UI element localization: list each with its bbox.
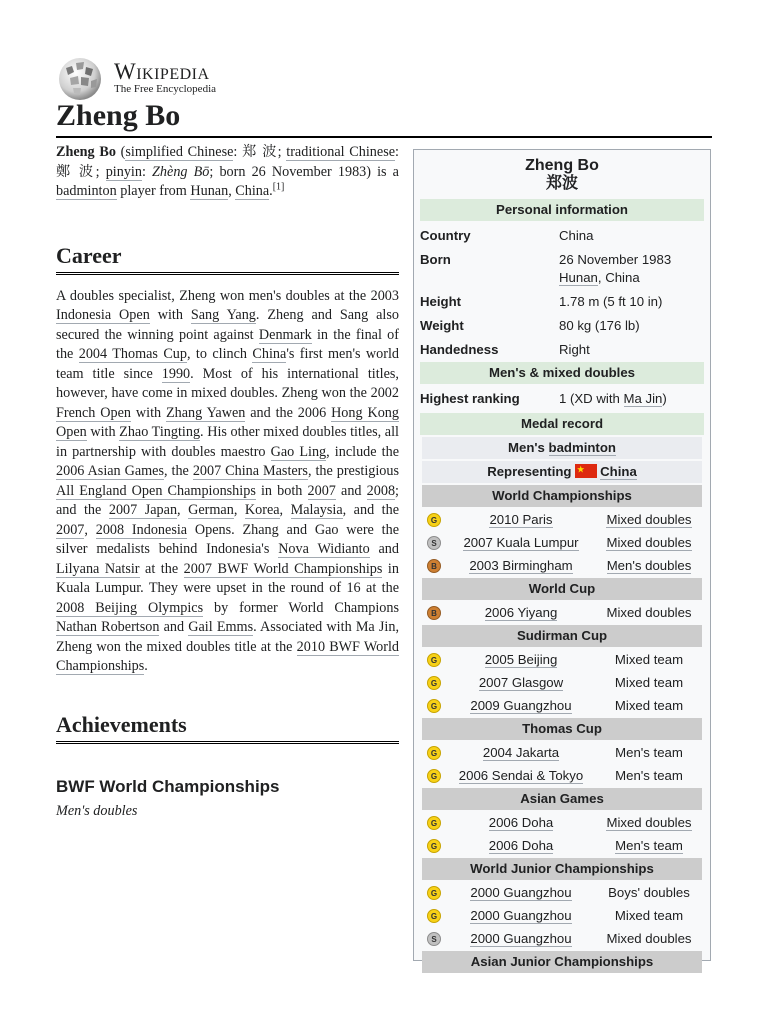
link[interactable]: Nova Widianto bbox=[278, 541, 370, 557]
silver-medal-icon: S bbox=[427, 932, 441, 946]
medal-event bbox=[596, 884, 702, 902]
link[interactable]: Denmark bbox=[258, 326, 312, 343]
link[interactable]: Malaysia bbox=[290, 502, 343, 518]
medal-event-link[interactable]: Mixed doubles bbox=[606, 814, 692, 830]
medal-place bbox=[446, 604, 596, 622]
medal-icon-cell bbox=[422, 606, 446, 620]
height-row bbox=[414, 290, 710, 314]
medal-row bbox=[422, 532, 702, 553]
medal-place bbox=[446, 511, 596, 529]
ranking-row bbox=[414, 387, 710, 411]
traditional-name: 鄭 波 bbox=[56, 163, 96, 180]
medal-event bbox=[596, 604, 702, 622]
bronze-medal-icon: B bbox=[427, 559, 441, 573]
ma-jin-link[interactable]: Ma Jin bbox=[623, 391, 663, 406]
medal-group-header: World Championships bbox=[422, 485, 702, 507]
medal-place bbox=[446, 557, 596, 575]
link[interactable]: Korea bbox=[244, 502, 280, 518]
born-value bbox=[559, 251, 704, 287]
weight-row bbox=[414, 314, 710, 338]
handedness-row bbox=[414, 338, 710, 362]
link[interactable]: Hong Kong Open bbox=[56, 404, 399, 440]
career-paragraph: A doubles specialist, Zheng won men's doubles at the 2003 Indonesia Open with Sang Yang. Zheng and Sang also secured the winning point against Denmark in the final of the 2004 Thomas Cup, to clinch China's first men's world team title since 1990. Most of his international titles, however, have come in mixed doubles. Zheng won the 2002 French Open with Zhang Yawen and the 2006 Hong Kong Open with Zhao Tingting. His other mixed doubles titles, all in partnership with doubles maestro Gao Ling, include the 2006 Asian Games, the 2007 China Masters, the prestigious All England Open Championships in both 2007 and 2008; and the 2007 Japan, German, Korea, Malaysia, and the 2007, 2008 Indonesia Opens. Zhang and Gao were the silver medalists behind Indonesia's Nova Widianto and Lilyana Natsir at the 2007 BWF World Championships in Kuala Lumpur. They were upset in the round of 16 at the 2008 Beijing Olympics by former World Champions Nathan Robertson and Gail Emms. Associated with Ma Jin, Zheng won the mixed doubles title at the 2010 BWF World Championships. bbox=[56, 287, 400, 674]
infobox bbox=[413, 149, 711, 969]
medal-event-text: Men's team bbox=[615, 767, 683, 783]
medal-event-text: Mixed team bbox=[614, 674, 684, 690]
wikipedia-logo[interactable] bbox=[56, 54, 216, 102]
wikipedia-wordmark: Wikipedia bbox=[114, 58, 210, 84]
medal-place-link[interactable]: 2009 Guangzhou bbox=[470, 697, 572, 713]
link[interactable]: Gail Emms bbox=[188, 619, 254, 635]
link[interactable]: 2010 BWF World Championships bbox=[56, 638, 399, 674]
medal-icon-cell bbox=[422, 699, 446, 713]
bwf-heading: BWF World Championships bbox=[56, 776, 280, 796]
medal-icon-cell bbox=[422, 746, 446, 760]
link[interactable]: China bbox=[252, 346, 287, 362]
mens-badminton-header bbox=[422, 437, 702, 459]
medal-event-text: Mixed team bbox=[614, 907, 684, 923]
handedness-value: Right bbox=[559, 342, 590, 357]
medal-group-header: World Cup bbox=[422, 578, 702, 600]
china-flag-icon bbox=[575, 464, 597, 478]
medal-icon-cell bbox=[422, 536, 446, 550]
medal-event bbox=[596, 767, 702, 785]
hunan-link[interactable]: Hunan bbox=[190, 183, 229, 199]
link[interactable]: 2007 China Masters bbox=[192, 463, 308, 479]
medal-icon-cell bbox=[422, 932, 446, 946]
medal-event bbox=[596, 557, 702, 575]
medal-place-link[interactable]: 2000 Guangzhou bbox=[470, 930, 572, 946]
medal-event bbox=[596, 837, 702, 855]
medal-row bbox=[422, 835, 702, 856]
medal-place bbox=[446, 837, 596, 855]
medal-event bbox=[596, 534, 702, 552]
medal-place bbox=[446, 697, 596, 715]
representing-header bbox=[422, 461, 702, 483]
medal-icon-cell bbox=[422, 886, 446, 900]
medal-place bbox=[446, 884, 596, 902]
medal-icon-cell bbox=[422, 653, 446, 667]
medal-place bbox=[446, 814, 596, 832]
medal-place bbox=[446, 744, 596, 762]
country-value: China bbox=[559, 228, 594, 243]
ranking-label: Highest ranking bbox=[420, 391, 520, 406]
mens-mixed-header: Men's & mixed doubles bbox=[420, 362, 704, 384]
medal-place-link[interactable]: 2007 Glasgow bbox=[478, 674, 564, 690]
wikipedia-tagline: The Free Encyclopedia bbox=[114, 82, 217, 95]
medal-event-text: Men's team bbox=[615, 744, 683, 760]
medal-event bbox=[596, 930, 702, 948]
link[interactable]: 2007 bbox=[56, 521, 85, 538]
country-row bbox=[414, 224, 710, 248]
medal-record-header: Medal record bbox=[420, 413, 704, 435]
medal-icon-cell bbox=[422, 769, 446, 783]
medal-group-header: Sudirman Cup bbox=[422, 625, 702, 647]
medal-row bbox=[422, 812, 702, 833]
medal-event-text: Mixed team bbox=[614, 651, 684, 667]
link[interactable]: 2008 bbox=[366, 482, 396, 499]
player-from-text: player from bbox=[116, 183, 191, 199]
reference-link[interactable]: [1] bbox=[272, 181, 285, 193]
link[interactable]: German bbox=[188, 502, 234, 518]
born-hunan-link[interactable]: Hunan bbox=[559, 270, 598, 285]
medal-event-link[interactable]: Mixed doubles bbox=[606, 511, 692, 527]
medal-place bbox=[446, 907, 596, 925]
weight-value: 80 kg (176 lb) bbox=[559, 318, 640, 333]
medal-place bbox=[446, 767, 596, 785]
medal-event bbox=[596, 651, 702, 669]
page-title: Zheng Bo bbox=[56, 96, 712, 138]
medal-row bbox=[422, 695, 702, 716]
infobox-name: Zheng Bo bbox=[525, 157, 599, 174]
medal-icon-cell bbox=[422, 559, 446, 573]
medal-place-link[interactable]: 2006 Yiyang bbox=[484, 604, 558, 620]
gold-medal-icon: G bbox=[427, 886, 441, 900]
medal-place bbox=[446, 534, 596, 552]
gold-medal-icon: G bbox=[427, 676, 441, 690]
medal-place bbox=[446, 930, 596, 948]
medal-event-text: Boys' doubles bbox=[608, 884, 690, 900]
infobox-name-chinese: 郑波 bbox=[545, 175, 578, 192]
link[interactable]: 2008 Beijing Olympics bbox=[56, 599, 204, 616]
lead-paragraph: Zheng Bo (simplified Chinese: 郑 波; traditional Chinese: 鄭 波; pinyin: Zhèng Bō; born 26 November 1983) is a badminton player from Hunan, China.[1] bbox=[56, 144, 399, 199]
medal-event-link[interactable]: Men's team bbox=[615, 837, 683, 853]
ranking-close: ) bbox=[662, 391, 667, 406]
medal-row bbox=[422, 555, 702, 576]
representing-label: Representing bbox=[487, 464, 572, 479]
wikipedia-globe-icon bbox=[56, 54, 104, 102]
medal-icon-cell bbox=[422, 513, 446, 527]
medal-event bbox=[596, 744, 702, 762]
born-row bbox=[414, 248, 710, 290]
medal-groups bbox=[422, 485, 702, 973]
pinyin-link[interactable]: pinyin bbox=[105, 163, 142, 180]
medal-place-link[interactable]: 2006 Sendai & Tokyo bbox=[458, 767, 584, 783]
medal-place-link[interactable]: 2010 Paris bbox=[489, 511, 553, 527]
gold-medal-icon: G bbox=[427, 513, 441, 527]
born-text: ; born 26 November 1983) is a bbox=[209, 163, 399, 180]
medal-row bbox=[422, 882, 702, 903]
height-value: 1.78 m (5 ft 10 in) bbox=[559, 294, 663, 309]
born-country: , China bbox=[597, 270, 640, 285]
medal-row bbox=[422, 905, 702, 926]
born-date: 26 November 1983 bbox=[559, 252, 672, 267]
link[interactable]: Lilyana Natsir bbox=[56, 560, 140, 577]
link[interactable]: Sang Yang bbox=[190, 307, 256, 323]
medal-group-header: World Junior Championships bbox=[422, 858, 702, 880]
lead-name: Zheng Bo bbox=[56, 144, 116, 160]
link[interactable]: Indonesia Open bbox=[56, 307, 150, 323]
gold-medal-icon: G bbox=[427, 746, 441, 760]
medal-row bbox=[422, 765, 702, 786]
medal-row bbox=[422, 649, 702, 670]
link[interactable]: Gao Ling bbox=[270, 443, 327, 460]
medal-table bbox=[422, 437, 702, 973]
bronze-medal-icon: B bbox=[427, 606, 441, 620]
medal-row bbox=[422, 602, 702, 623]
traditional-chinese-link[interactable]: traditional Chinese bbox=[286, 144, 396, 160]
link[interactable]: 2007 bbox=[307, 482, 336, 499]
medal-place-link[interactable]: 2000 Guangzhou bbox=[470, 884, 572, 900]
height-label: Height bbox=[420, 294, 462, 309]
badminton-link[interactable]: badminton bbox=[56, 183, 117, 199]
medal-event-text: Mixed team bbox=[614, 697, 684, 713]
simplified-chinese-link[interactable]: simplified Chinese bbox=[125, 144, 234, 160]
silver-medal-icon: S bbox=[427, 536, 441, 550]
gold-medal-icon: G bbox=[427, 816, 441, 830]
link[interactable]: 1990 bbox=[161, 365, 191, 382]
article-body bbox=[56, 141, 399, 821]
ranking-text: 1 (XD with bbox=[559, 391, 624, 406]
career-heading: Career bbox=[56, 242, 399, 275]
link[interactable]: Nathan Robertson bbox=[56, 619, 160, 635]
link[interactable]: Zhao Tingting bbox=[119, 424, 201, 440]
medal-row bbox=[422, 672, 702, 693]
medal-event bbox=[596, 511, 702, 529]
medal-icon-cell bbox=[422, 839, 446, 853]
medal-event-link[interactable]: Men's doubles bbox=[606, 557, 692, 573]
link[interactable]: Zhang Yawen bbox=[166, 404, 246, 421]
medal-event bbox=[596, 814, 702, 832]
medal-event bbox=[596, 907, 702, 925]
medal-row bbox=[422, 509, 702, 530]
medal-group-header: Asian Games bbox=[422, 788, 702, 810]
link[interactable]: All England Open Championships bbox=[56, 482, 256, 499]
gold-medal-icon: G bbox=[427, 909, 441, 923]
badminton-sport-link[interactable]: badminton bbox=[548, 440, 616, 455]
medal-icon-cell bbox=[422, 676, 446, 690]
link[interactable]: 2008 Indonesia bbox=[95, 521, 188, 538]
gold-medal-icon: G bbox=[427, 839, 441, 853]
gold-medal-icon: G bbox=[427, 769, 441, 783]
medal-icon-cell bbox=[422, 909, 446, 923]
gold-medal-icon: G bbox=[427, 653, 441, 667]
medal-event-link[interactable]: Mixed doubles bbox=[606, 534, 692, 550]
gold-medal-icon: G bbox=[427, 699, 441, 713]
medal-place bbox=[446, 651, 596, 669]
mens-prefix: Men's bbox=[508, 440, 549, 455]
medal-group-header: Thomas Cup bbox=[422, 718, 702, 740]
achievements-heading: Achievements bbox=[56, 711, 399, 744]
china-link[interactable]: China bbox=[235, 183, 270, 199]
link[interactable]: 2007 BWF World Championships bbox=[183, 560, 383, 577]
infobox-title bbox=[414, 150, 710, 199]
handedness-label: Handedness bbox=[420, 342, 499, 357]
weight-label: Weight bbox=[420, 318, 464, 333]
representing-china-link[interactable]: China bbox=[600, 464, 637, 479]
medal-place-link[interactable]: 2005 Beijing bbox=[484, 651, 558, 667]
medal-event-text: Mixed doubles bbox=[606, 930, 692, 946]
link[interactable]: 2004 Thomas Cup bbox=[78, 346, 187, 362]
link[interactable]: French Open bbox=[56, 404, 132, 421]
medal-place-link[interactable]: 2006 Doha bbox=[488, 837, 554, 853]
medal-event-text: Mixed doubles bbox=[606, 604, 692, 620]
link[interactable]: 2006 Asian Games bbox=[56, 463, 165, 479]
medal-place-link[interactable]: 2000 Guangzhou bbox=[470, 907, 572, 923]
mens-doubles-subheading: Men's doubles bbox=[56, 802, 138, 819]
medal-event bbox=[596, 674, 702, 692]
born-label: Born bbox=[420, 252, 451, 267]
ranking-value bbox=[559, 390, 704, 408]
medal-row bbox=[422, 742, 702, 763]
medal-place-link[interactable]: 2006 Doha bbox=[488, 814, 554, 830]
country-label: Country bbox=[420, 228, 471, 243]
medal-place-link[interactable]: 2003 Birmingham bbox=[469, 557, 573, 573]
medal-place bbox=[446, 674, 596, 692]
personal-info-header: Personal information bbox=[420, 199, 704, 221]
link[interactable]: 2007 Japan bbox=[108, 502, 178, 518]
medal-place-link[interactable]: 2007 Kuala Lumpur bbox=[463, 534, 579, 550]
medal-event bbox=[596, 697, 702, 715]
simplified-name: 郑 波 bbox=[242, 144, 278, 160]
pinyin-name: Zhèng Bō bbox=[152, 163, 210, 180]
medal-row bbox=[422, 928, 702, 949]
medal-place-link[interactable]: 2004 Jakarta bbox=[482, 744, 560, 760]
medal-group-header: Asian Junior Championships bbox=[422, 951, 702, 973]
medal-icon-cell bbox=[422, 816, 446, 830]
